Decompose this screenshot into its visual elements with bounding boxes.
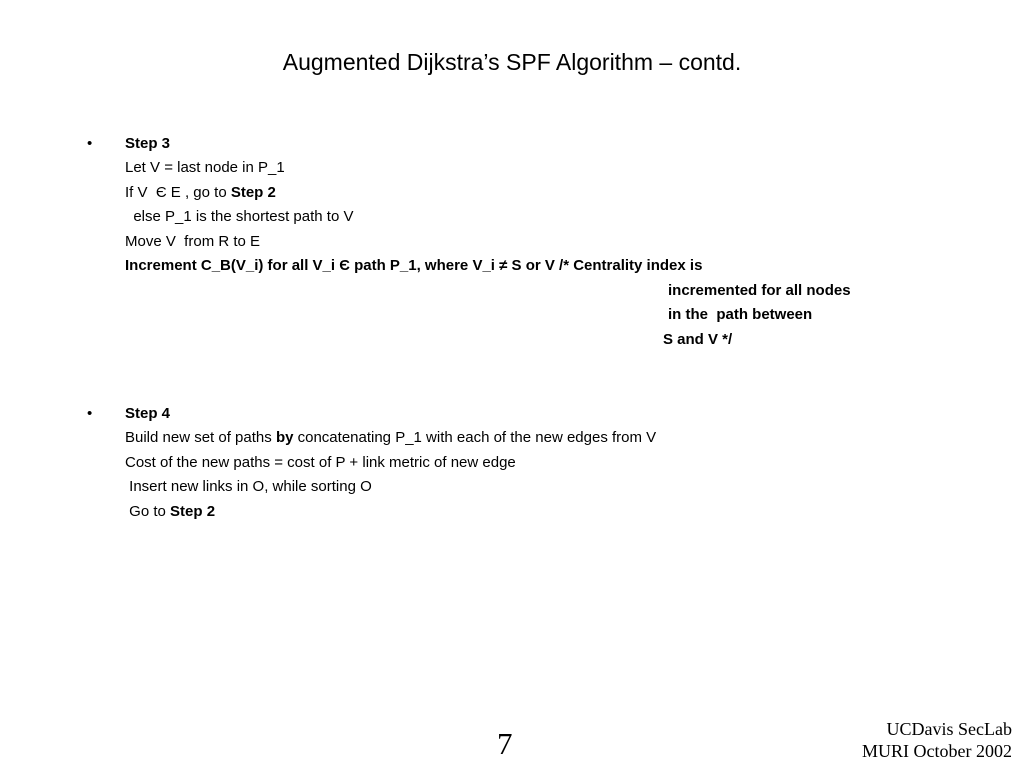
step-3-line-7: in the path between — [668, 306, 813, 323]
slide-title: Augmented Dijkstra’s SPF Algorithm – contd. — [282, 49, 742, 75]
footer-event: MURI October 2002 — [862, 741, 1012, 761]
step-4-line-1-pre: Build new set of paths — [125, 429, 276, 446]
step-4-line-3: Insert new links in O, while sorting O — [125, 478, 372, 495]
step-3-line-4: Move V from R to E — [125, 233, 261, 250]
step-3-line-6: incremented for all nodes — [668, 282, 851, 299]
step-3-line-5: Increment C_B(V_i) for all V_i Є path P_1, where V_i ≠ S or V /* Centrality index is — [125, 257, 703, 274]
step-3-line-2 — [125, 184, 276, 202]
step-3-line-3: else P_1 is the shortest path to V — [125, 208, 354, 225]
bullet-step-3: • — [87, 135, 93, 152]
step-4-line-4-goto: Step 2 — [170, 503, 216, 520]
step-3-line-1: Let V = last node in P_1 — [125, 159, 285, 176]
step-4-heading: Step 4 — [125, 405, 171, 422]
step-4-line-2: Cost of the new paths = cost of P + link metric of new edge — [125, 454, 516, 471]
step-3-line-8: S and V */ — [663, 331, 733, 348]
step-4-line-1 — [125, 429, 656, 447]
step-4-line-1-by: by — [275, 429, 294, 446]
step-4-line-4-pre: Go to — [125, 503, 171, 520]
page-number: 7 — [497, 726, 513, 761]
step-4-line-1-post: concatenating P_1 with each of the new edges from V — [293, 429, 657, 446]
footer-org: UCDavis SecLab — [886, 719, 1012, 739]
step-4-line-4 — [125, 503, 215, 521]
footer-credits — [862, 718, 1012, 762]
step-3-heading: Step 3 — [125, 135, 171, 152]
step-3-line-2-text: If V Є E , go to — [125, 184, 231, 201]
bullet-step-4: • — [87, 405, 93, 422]
step-3-line-2-goto: Step 2 — [230, 184, 276, 201]
